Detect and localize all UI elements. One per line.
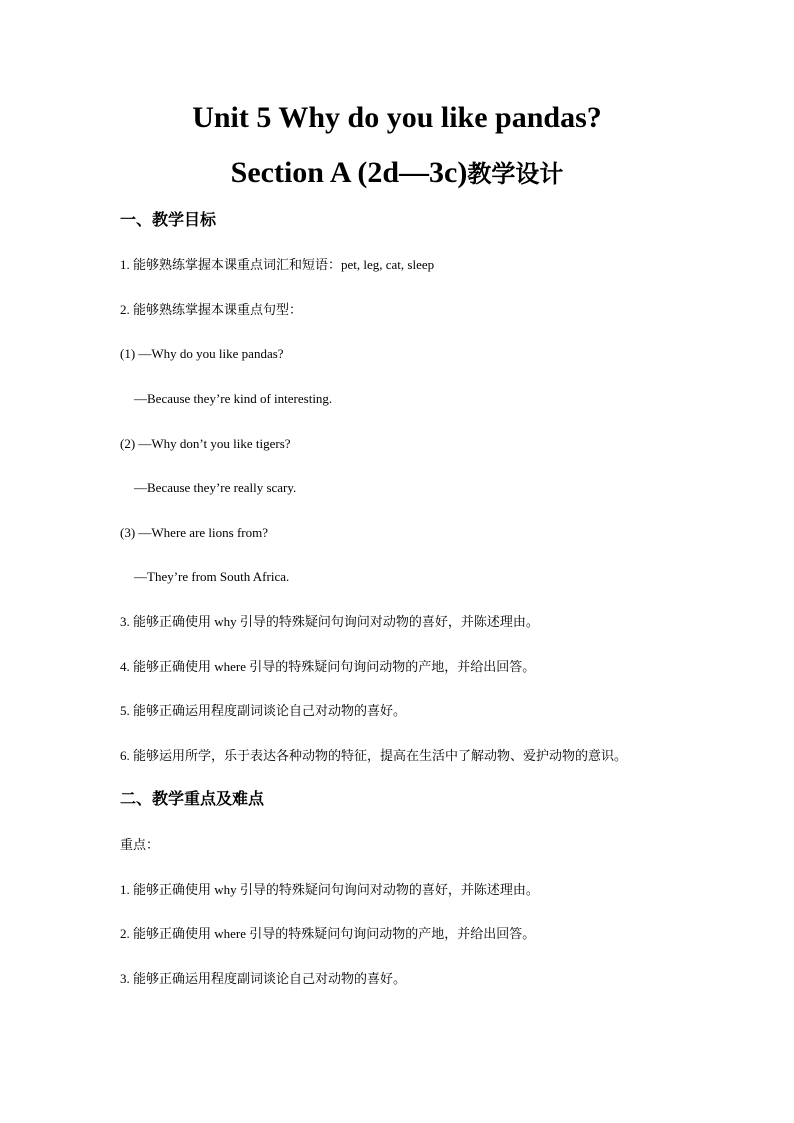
sentence-pattern-question: (2) —Why don’t you like tigers? bbox=[120, 435, 291, 451]
sentence-pattern-question: (1) —Why do you like pandas? bbox=[120, 346, 284, 362]
sentence-pattern-question: (3) —Where are lions from? bbox=[120, 524, 268, 540]
objective-item: 5. 能够正确运用程度副词谈论自己对动物的喜好。 bbox=[120, 703, 407, 719]
subtitle-chinese: 教学设计 bbox=[467, 162, 564, 188]
key-point-item: 2. 能够正确使用 where 引导的特殊疑问句询问动物的产地，并给出回答。 bbox=[120, 926, 536, 942]
key-point-item: 1. 能够正确使用 why 引导的特殊疑问句询问对动物的喜好，并陈述理由。 bbox=[120, 881, 539, 897]
document-body bbox=[120, 199, 740, 1002]
objective-item: 1. 能够熟练掌握本课重点词汇和短语：pet, leg, cat, sleep bbox=[120, 257, 435, 273]
objective-item: 3. 能够正确使用 why 引导的特殊疑问句询问对动物的喜好，并陈述理由。 bbox=[120, 614, 539, 630]
subtitle-english: Section A (2d—3c) bbox=[230, 156, 468, 189]
objective-item: 2. 能够熟练掌握本课重点句型： bbox=[120, 301, 303, 317]
section-heading-objectives: 一、教学目标 bbox=[120, 211, 217, 229]
key-point-item: 3. 能够正确运用程度副词谈论自己对动物的喜好。 bbox=[120, 970, 407, 986]
key-points-label: 重点： bbox=[120, 837, 160, 852]
document-title: Unit 5 Why do you like pandas? bbox=[192, 101, 602, 134]
objective-item: 6. 能够运用所学，乐于表达各种动物的特征，提高在生活中了解动物、爱护动物的意识。 bbox=[120, 747, 628, 763]
objective-item: 4. 能够正确使用 where 引导的特殊疑问句询问动物的产地，并给出回答。 bbox=[120, 658, 536, 674]
sentence-pattern-answer: —They’re from South Africa. bbox=[134, 569, 290, 585]
section-heading-key-points: 二、教学重点及难点 bbox=[120, 791, 265, 809]
sentence-pattern-answer: —Because they’re really scary. bbox=[134, 480, 297, 496]
document-subtitle bbox=[0, 153, 794, 195]
sentence-pattern-answer: —Because they’re kind of interesting. bbox=[134, 391, 333, 407]
